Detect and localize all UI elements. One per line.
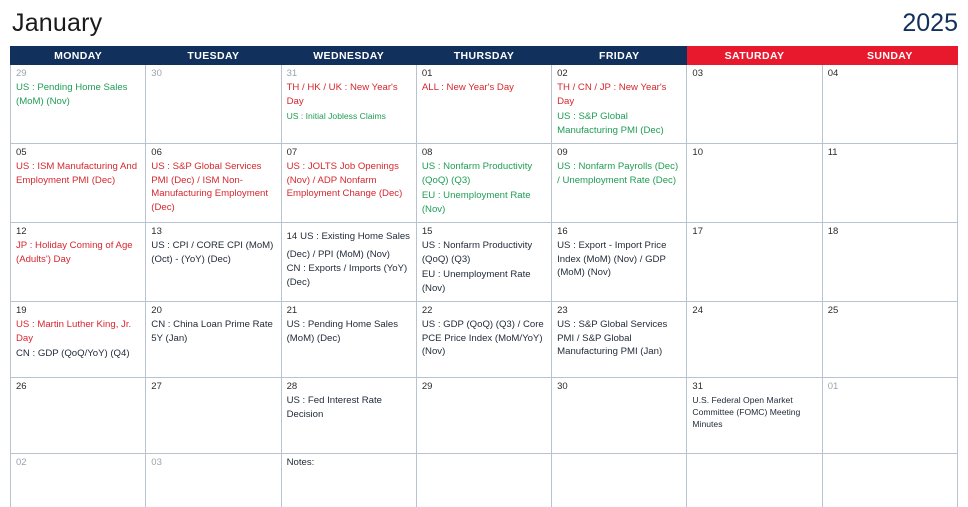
column-header-friday: FRIDAY [552, 47, 687, 65]
calendar-day-cell[interactable] [11, 65, 146, 144]
calendar-day-cell[interactable] [552, 65, 687, 144]
calendar-week-row [11, 223, 958, 302]
calendar-event: TH / HK / UK : New Year's Day [286, 82, 398, 107]
calendar-week-row [11, 378, 958, 454]
day-number: 15 [421, 226, 433, 237]
day-number: 29 [16, 68, 27, 79]
column-header-wednesday: WEDNESDAY [281, 47, 416, 65]
day-number: 09 [557, 147, 568, 158]
column-header-saturday: SATURDAY [687, 47, 822, 65]
calendar-day-cell[interactable] [552, 144, 687, 223]
calendar-event: US : Pending Home Sales (MoM) (Nov) [16, 82, 128, 107]
day-number: 31 [692, 381, 703, 392]
calendar-week-row [11, 454, 958, 507]
calendar-day-cell[interactable] [687, 454, 822, 507]
calendar-day-cell[interactable] [11, 302, 146, 378]
calendar-day-cell[interactable] [822, 454, 957, 507]
column-header-sunday: SUNDAY [822, 47, 957, 65]
day-number: 25 [827, 305, 839, 316]
calendar-event: US : Export - Import Price Index (MoM) (Nov) / GDP (MoM) (Nov) [557, 240, 667, 278]
calendar-event: CN : GDP (QoQ/YoY) (Q4) [16, 348, 130, 359]
calendar-day-cell[interactable] [11, 378, 146, 454]
day-number: 01 [827, 381, 839, 392]
calendar-day-cell[interactable] [416, 378, 551, 454]
calendar-day-cell[interactable] [11, 144, 146, 223]
day-number: 31 [286, 68, 298, 79]
day-number: 06 [151, 147, 162, 158]
calendar-week-row [11, 65, 958, 144]
day-number: 30 [151, 68, 162, 79]
calendar-day-cell[interactable] [281, 378, 416, 454]
calendar-header-row [11, 47, 958, 65]
calendar-day-cell[interactable] [281, 223, 416, 302]
day-number: 16 [557, 226, 568, 237]
calendar-day-cell[interactable] [416, 144, 551, 223]
calendar-day-cell[interactable] [146, 223, 281, 302]
day-number: 24 [692, 305, 703, 316]
calendar-header [0, 0, 968, 46]
day-number: 28 [286, 381, 298, 392]
calendar-day-cell[interactable] [822, 223, 957, 302]
day-number: 26 [16, 381, 27, 392]
calendar-day-cell[interactable] [416, 302, 551, 378]
day-number: 11 [827, 147, 838, 158]
calendar-day-cell[interactable] [687, 65, 822, 144]
calendar-event: EU : Unemployment Rate (Nov) [421, 269, 531, 294]
day-number: 19 [16, 305, 27, 316]
calendar-event: CN : China Loan Prime Rate 5Y (Jan) [151, 319, 273, 344]
day-number: 27 [151, 381, 162, 392]
calendar-day-cell[interactable] [281, 144, 416, 223]
day-number: 08 [421, 147, 433, 158]
calendar-event: US : Martin Luther King, Jr. Day [16, 319, 132, 344]
calendar-event: JP : Holiday Coming of Age (Adults') Day [16, 240, 133, 265]
calendar-day-cell[interactable] [552, 454, 687, 507]
column-header-tuesday: TUESDAY [146, 47, 281, 65]
day-number: 30 [557, 381, 568, 392]
calendar-event: US : ISM Manufacturing And Employment PMI (Dec) [16, 161, 138, 186]
calendar-week-row [11, 144, 958, 223]
day-number: 22 [421, 305, 433, 316]
calendar-day-cell[interactable] [822, 144, 957, 223]
day-number: 10 [692, 147, 703, 158]
calendar-event: US : GDP (QoQ) (Q3) / Core PCE Price Index (MoM/YoY) (Nov) [421, 319, 544, 357]
calendar-day-cell[interactable] [416, 454, 551, 507]
calendar-day-cell[interactable] [146, 378, 281, 454]
day-number: 02 [16, 457, 27, 468]
calendar-event: US : Nonfarm Payrolls (Dec) / Unemployment Rate (Dec) [557, 161, 679, 186]
calendar-day-cell[interactable] [11, 223, 146, 302]
calendar-day-cell[interactable] [416, 223, 551, 302]
calendar-event: EU : Unemployment Rate (Nov) [421, 190, 531, 215]
day-number: 05 [16, 147, 27, 158]
calendar-event: US : Nonfarm Productivity (QoQ) (Q3) [421, 240, 533, 265]
day-number: 01 [421, 68, 433, 79]
calendar-day-cell[interactable] [552, 378, 687, 454]
calendar-event: US : CPI / CORE CPI (MoM) (Oct) - (YoY) (Dec) [151, 240, 274, 265]
calendar-day-cell[interactable] [11, 454, 146, 507]
calendar-day-cell[interactable] [822, 65, 957, 144]
calendar-event: US : S&P Global Services PMI / S&P Global Manufacturing PMI (Jan) [557, 319, 668, 357]
day-number: 17 [692, 226, 703, 237]
calendar-day-cell[interactable] [687, 223, 822, 302]
calendar-day-cell[interactable] [146, 65, 281, 144]
calendar-event: US : Existing Home Sales (Dec) / PPI (MoM) (Nov) [286, 231, 410, 260]
calendar-week-row [11, 302, 958, 378]
calendar-day-cell[interactable] [281, 454, 416, 507]
day-number: 13 [151, 226, 162, 237]
day-number: 14 [286, 231, 298, 242]
calendar-event: CN : Exports / Imports (YoY) (Dec) [286, 263, 408, 288]
year-label: 2025 [902, 8, 958, 37]
calendar-day-cell[interactable] [146, 302, 281, 378]
day-number: 20 [151, 305, 162, 316]
day-number: 29 [421, 381, 433, 392]
calendar-event: TH / CN / JP : New Year's Day [557, 82, 667, 107]
calendar-day-cell[interactable] [281, 302, 416, 378]
calendar-day-cell[interactable] [146, 144, 281, 223]
calendar-day-cell[interactable] [281, 65, 416, 144]
calendar-event: ALL : New Year's Day [421, 82, 514, 93]
calendar-table [10, 46, 958, 507]
day-number: 04 [827, 68, 839, 79]
calendar-event: US : Pending Home Sales (MoM) (Dec) [286, 319, 399, 344]
calendar-event: US : S&P Global Manufacturing PMI (Dec) [557, 111, 664, 136]
calendar-day-cell[interactable] [687, 144, 822, 223]
calendar-event: U.S. Federal Open Market Committee (FOMC) Meeting Minutes [692, 395, 801, 429]
day-number: 02 [557, 68, 568, 79]
calendar-day-cell[interactable] [687, 378, 822, 454]
day-number: 03 [692, 68, 703, 79]
column-header-thursday: THURSDAY [416, 47, 551, 65]
calendar-event: US : JOLTS Job Openings (Nov) / ADP Nonfarm Employment Change (Dec) [286, 161, 403, 199]
calendar-day-cell[interactable] [416, 65, 551, 144]
calendar-day-cell[interactable] [552, 302, 687, 378]
day-number: 21 [286, 305, 298, 316]
day-number: 23 [557, 305, 568, 316]
calendar-event: US : Initial Jobless Claims [286, 111, 386, 121]
column-header-monday: MONDAY [11, 47, 146, 65]
day-number: 18 [827, 226, 839, 237]
day-number: 07 [286, 147, 298, 158]
day-number: 03 [151, 457, 162, 468]
day-number: 12 [16, 226, 27, 237]
calendar-day-cell[interactable] [822, 302, 957, 378]
calendar-day-cell[interactable] [552, 223, 687, 302]
notes-label: Notes: [286, 457, 315, 468]
calendar-event: US : S&P Global Services PMI (Dec) / ISM Non-Manufacturing Employment (Dec) [151, 161, 269, 213]
calendar-day-cell[interactable] [687, 302, 822, 378]
calendar-event: US : Nonfarm Productivity (QoQ) (Q3) [421, 161, 533, 186]
calendar-day-cell[interactable] [822, 378, 957, 454]
calendar-day-cell[interactable] [146, 454, 281, 507]
month-label: January [12, 8, 103, 37]
calendar-event: US : Fed Interest Rate Decision [286, 395, 383, 420]
